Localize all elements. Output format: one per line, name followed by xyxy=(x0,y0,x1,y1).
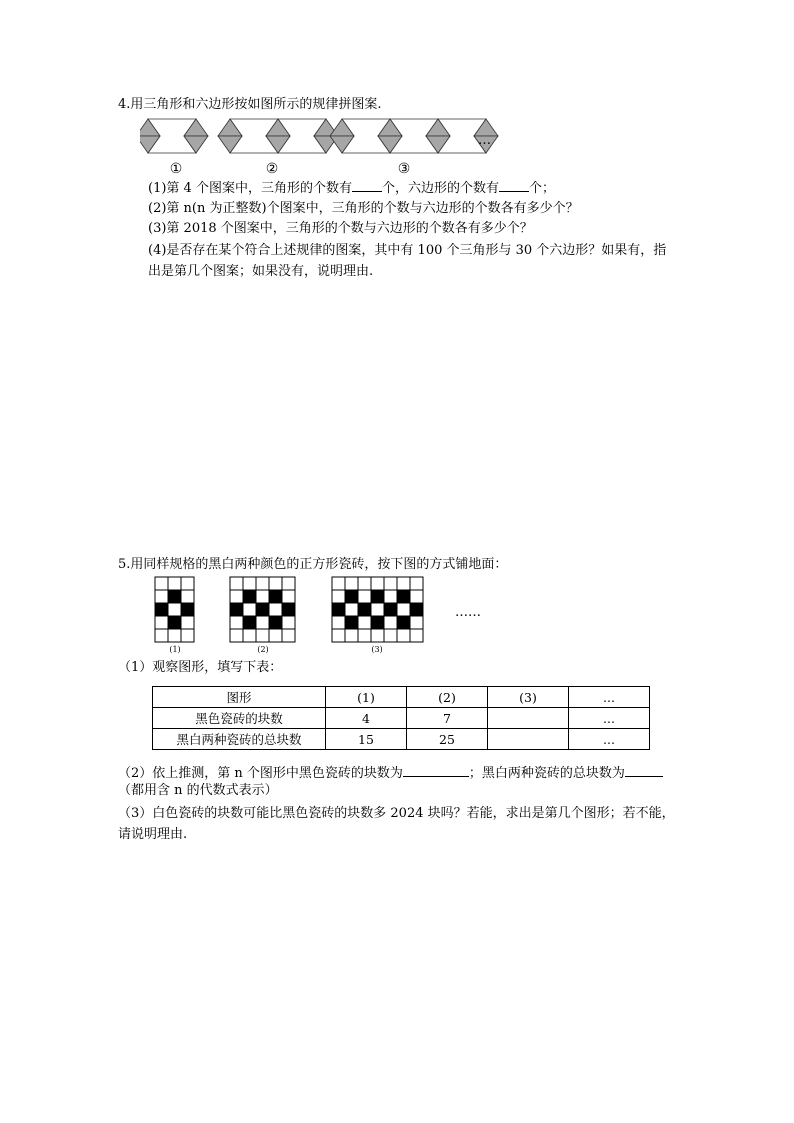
problem-5-question-3-line-1: （3）白色瓷砖的块数可能比黑色瓷砖的块数多 2024 块吗？若能，求出是第几个图形；若不能， xyxy=(118,806,675,821)
white-tile xyxy=(332,616,345,629)
white-tile xyxy=(371,577,384,590)
tile-figures xyxy=(150,574,510,656)
black-tile xyxy=(345,616,358,629)
black-tile xyxy=(155,603,168,616)
white-tile xyxy=(256,577,269,590)
figure-label-2: ② xyxy=(265,161,279,177)
problem-4-question-3: (3)第 2018 个图案中，三角形的个数与六边形的个数各有多少个？ xyxy=(148,221,533,236)
white-tile xyxy=(155,577,168,590)
figure-label-1: ① xyxy=(169,161,183,177)
problem-5-title: 5.用同样规格的黑白两种颜色的正方形瓷砖，按下图的方式铺地面： xyxy=(118,557,508,572)
tile-figure-label-2: (2) xyxy=(257,645,269,654)
problem-5-question-2: （2）依上推测，第 n 个图形中黑色瓷砖的块数为 ；黑白两种瓷砖的总块数为 xyxy=(118,763,663,783)
table-cell: 黑白两种瓷砖的总块数 xyxy=(153,729,326,750)
white-tile xyxy=(332,590,345,603)
table-cell: 25 xyxy=(407,729,488,750)
white-tile xyxy=(410,577,423,590)
white-tile xyxy=(397,577,410,590)
white-tile xyxy=(168,577,181,590)
figure-label-3: ③ xyxy=(397,161,411,177)
table-answer-cell[interactable] xyxy=(488,708,569,729)
white-tile xyxy=(410,629,423,642)
table-answer-cell[interactable] xyxy=(488,729,569,750)
black-tile xyxy=(358,603,371,616)
white-tile xyxy=(332,629,345,642)
answer-blank[interactable] xyxy=(625,763,663,777)
table-header-row xyxy=(153,687,650,708)
black-tile xyxy=(256,603,269,616)
black-tile xyxy=(397,590,410,603)
white-tile xyxy=(243,577,256,590)
black-tile xyxy=(181,603,194,616)
black-tile xyxy=(397,616,410,629)
white-tile xyxy=(181,590,194,603)
white-tile xyxy=(358,616,371,629)
black-tile xyxy=(168,616,181,629)
white-tile xyxy=(384,629,397,642)
white-tile xyxy=(256,590,269,603)
black-tile xyxy=(410,603,423,616)
white-tile xyxy=(410,616,423,629)
white-tile xyxy=(155,590,168,603)
white-tile xyxy=(269,577,282,590)
white-tile xyxy=(332,577,345,590)
white-tile xyxy=(358,629,371,642)
white-tile xyxy=(410,590,423,603)
white-tile xyxy=(269,603,282,616)
white-tile xyxy=(371,629,384,642)
pattern-row xyxy=(140,119,498,153)
black-tile xyxy=(230,603,243,616)
white-tile xyxy=(282,616,295,629)
problem-4-title: 4.用三角形和六边形按如图所示的规律拼图案. xyxy=(118,97,382,112)
black-tile xyxy=(269,616,282,629)
problem-4-question-2: (2)第 n(n 为正整数)个图案中，三角形的个数与六边形的个数各有多少个？ xyxy=(148,201,579,216)
table-cell: 黑色瓷砖的块数 xyxy=(153,708,326,729)
white-tile xyxy=(243,603,256,616)
white-tile xyxy=(345,577,358,590)
table-cell: 15 xyxy=(326,729,407,750)
table-row xyxy=(153,729,650,750)
white-tile xyxy=(282,590,295,603)
white-tile xyxy=(282,577,295,590)
white-tile xyxy=(181,577,194,590)
white-tile xyxy=(345,629,358,642)
table-cell: ... xyxy=(569,708,650,729)
answer-blank[interactable] xyxy=(499,178,529,192)
white-tile xyxy=(230,616,243,629)
white-tile xyxy=(168,603,181,616)
white-tile xyxy=(269,629,282,642)
white-tile xyxy=(256,629,269,642)
white-tile xyxy=(230,590,243,603)
table-header-cell: ... xyxy=(569,687,650,708)
tile-count-table xyxy=(152,686,650,750)
table-row xyxy=(153,708,650,729)
table-header-cell: (2) xyxy=(407,687,488,708)
black-tile xyxy=(243,590,256,603)
white-tile xyxy=(345,603,358,616)
white-tile xyxy=(243,629,256,642)
white-tile xyxy=(230,577,243,590)
tile-figure-label-1: (1) xyxy=(169,645,181,654)
white-tile xyxy=(282,629,295,642)
table-header-cell: 图形 xyxy=(153,687,326,708)
white-tile xyxy=(181,629,194,642)
tile-grids xyxy=(155,577,423,642)
black-tile xyxy=(332,603,345,616)
white-tile xyxy=(384,616,397,629)
table-cell: 7 xyxy=(407,708,488,729)
white-tile xyxy=(155,616,168,629)
answer-blank[interactable] xyxy=(403,763,469,777)
black-tile xyxy=(168,590,181,603)
figure-ellipsis: … xyxy=(478,133,491,148)
problem-4-question-4-line-1: (4)是否存在某个符合上述规律的图案，其中有 100 个三角形与 30 个六边形？如果有，指 xyxy=(148,243,667,258)
white-tile xyxy=(371,603,384,616)
table-header-cell: (3) xyxy=(488,687,569,708)
problem-5-question-3-line-2: 请说明理由. xyxy=(118,827,188,842)
white-tile xyxy=(397,603,410,616)
white-tile xyxy=(230,629,243,642)
white-tile xyxy=(397,629,410,642)
white-tile xyxy=(384,590,397,603)
black-tile xyxy=(282,603,295,616)
tile-figure-label-3: (3) xyxy=(371,645,383,654)
table-cell: 4 xyxy=(326,708,407,729)
black-tile xyxy=(384,603,397,616)
tile-ellipsis: …… xyxy=(455,605,481,620)
triangle-hexagon-figures xyxy=(140,114,500,178)
white-tile xyxy=(155,629,168,642)
white-tile xyxy=(256,616,269,629)
white-tile xyxy=(384,577,397,590)
table-header-cell: (1) xyxy=(326,687,407,708)
black-tile xyxy=(243,616,256,629)
black-tile xyxy=(371,616,384,629)
white-tile xyxy=(181,616,194,629)
answer-blank[interactable] xyxy=(352,178,382,192)
problem-5-question-2-note: （都用含 n 的代数式表示） xyxy=(118,783,278,798)
black-tile xyxy=(345,590,358,603)
problem-5-question-1: （1）观察图形，填写下表： xyxy=(118,660,283,675)
problem-4-question-4-line-2: 出是第几个图案；如果没有，说明理由. xyxy=(148,264,374,279)
white-tile xyxy=(358,577,371,590)
black-tile xyxy=(371,590,384,603)
problem-4-question-1: (1)第 4 个图案中，三角形的个数有 个，六边形的个数有 个； xyxy=(148,178,555,198)
table-cell: ... xyxy=(569,729,650,750)
black-tile xyxy=(269,590,282,603)
white-tile xyxy=(358,590,371,603)
white-tile xyxy=(168,629,181,642)
